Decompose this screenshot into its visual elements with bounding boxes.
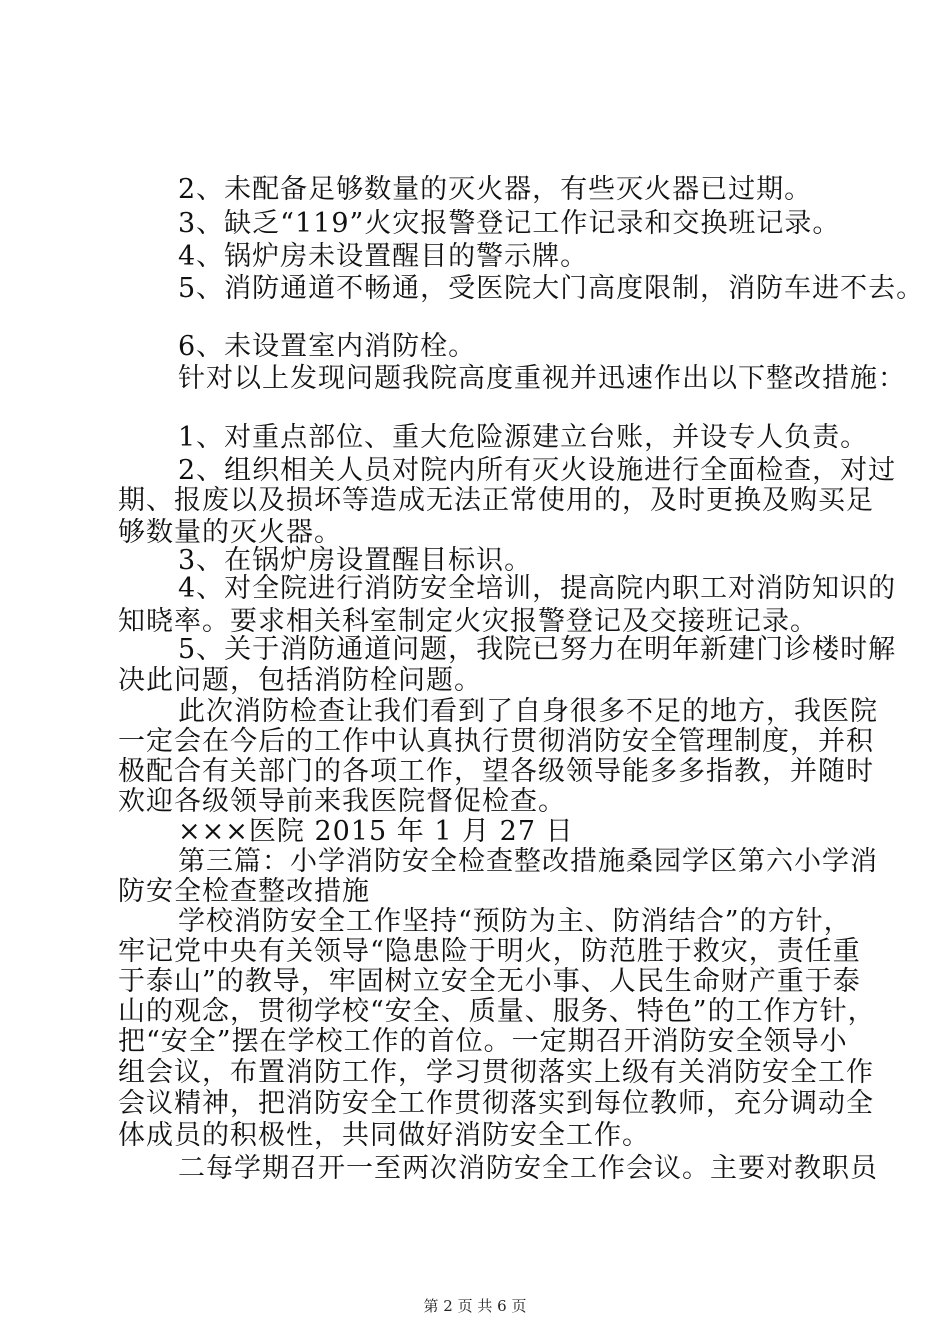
text-line: 体成员的积极性，共同做好消防安全工作。 [118, 1120, 650, 1151]
text-line: 5、消防通道不畅通，受医院大门高度限制，消防车进不去。 [178, 273, 925, 304]
text-line: 知晓率。要求相关科室制定火灾报警登记及交接班记录。 [118, 606, 818, 637]
text-line: 1、对重点部位、重大危险源建立台账，并设专人负责。 [178, 422, 869, 453]
page-number-footer: 第 2 页 共 6 页 [423, 1297, 527, 1315]
text-line: 2、未配备足够数量的灭火器，有些灭火器已过期。 [178, 174, 813, 205]
text-line: 决此问题，包括消防栓问题。 [118, 665, 482, 696]
text-line: 3、缺乏“119”火灾报警登记工作记录和交换班记录。 [178, 208, 841, 239]
text-line: 牢记党中央有关领导“隐患险于明火，防范胜于救灾，责任重 [118, 936, 861, 967]
text-line: 学校消防安全工作坚持“预防为主、防消结合”的方针， [178, 906, 852, 937]
text-line: 一定会在今后的工作中认真执行贯彻消防安全管理制度，并积 [118, 726, 874, 757]
text-line: 期、报废以及损坏等造成无法正常使用的，及时更换及购买足 [118, 485, 874, 516]
text-line: 6、未设置室内消防栓。 [178, 331, 477, 362]
text-line: 于泰山”的教导，牢固树立安全无小事、人民生命财产重于泰 [118, 966, 861, 997]
text-line: 2、组织相关人员对院内所有灭火设施进行全面检查，对过 [178, 455, 897, 486]
text-line: 4、对全院进行消防安全培训，提高院内职工对消防知识的 [178, 573, 897, 604]
text-line: 针对以上发现问题我院高度重视并迅速作出以下整改措施： [178, 363, 906, 394]
text-line: 极配合有关部门的各项工作，望各级领导能多多指教，并随时 [118, 756, 874, 787]
text-line: 5、关于消防通道问题，我院已努力在明年新建门诊楼时解 [178, 634, 897, 665]
text-line: 够数量的灭火器。 [118, 517, 342, 548]
text-line: 第三篇：小学消防安全检查整改措施桑园学区第六小学消 [178, 846, 878, 877]
text-line: ×××医院 2015 年 1 月 27 日 [178, 816, 574, 847]
text-line: 山的观念，贯彻学校“安全、质量、服务、特色”的工作方针， [118, 996, 876, 1027]
text-line: 4、锅炉房未设置醒目的警示牌。 [178, 241, 589, 272]
text-line: 会议精神，把消防安全工作贯彻落实到每位教师，充分调动全 [118, 1088, 874, 1119]
text-line: 二每学期召开一至两次消防安全工作会议。主要对教职员 [178, 1153, 878, 1184]
text-line: 欢迎各级领导前来我医院督促检查。 [118, 786, 566, 817]
text-line: 3、在锅炉房设置醒目标识。 [178, 545, 533, 576]
text-line: 此次消防检查让我们看到了自身很多不足的地方，我医院 [178, 696, 878, 727]
text-line: 组会议，布置消防工作，学习贯彻落实上级有关消防安全工作 [118, 1057, 874, 1088]
text-line: 防安全检查整改措施 [118, 876, 370, 907]
text-line: 把“安全”摆在学校工作的首位。一定期召开消防安全领导小 [118, 1026, 848, 1057]
